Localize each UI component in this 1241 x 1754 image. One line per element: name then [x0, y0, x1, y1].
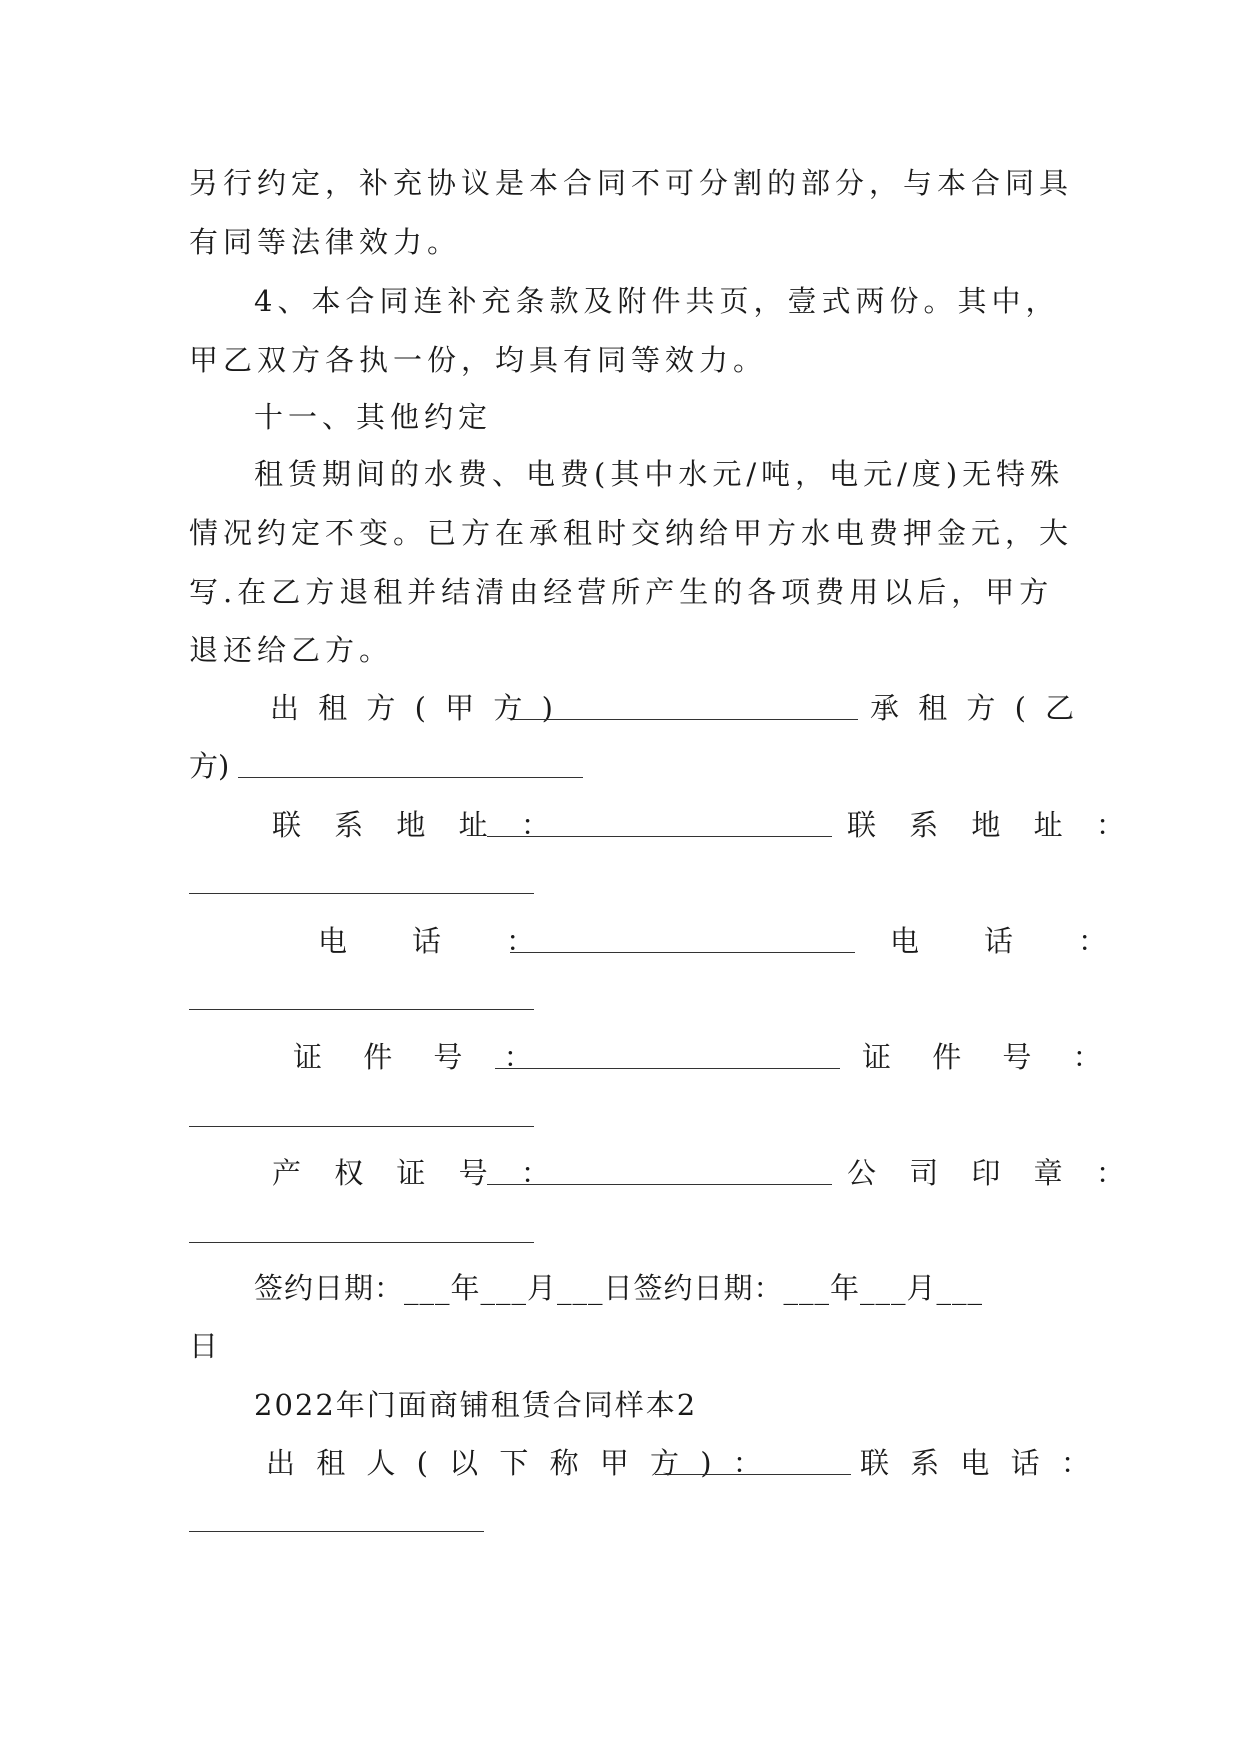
phone-blank-right	[189, 1009, 534, 1010]
lessor-label: 出 租 方 ( 甲 方 )	[270, 691, 558, 725]
paragraph-line: 有同等法律效力。	[189, 225, 462, 259]
lessee-label: 承 租 方 ( 乙	[870, 691, 1080, 725]
lessor-blank	[512, 719, 858, 720]
address-blank-right	[189, 893, 534, 894]
sign-date-line: 签约日期：___年___月___日签约日期：___年___月___	[254, 1271, 984, 1305]
lessor-line: 出 租 人 ( 以 下 称 甲 方 ) ：	[266, 1446, 768, 1480]
address-label-left: 联 系 地 址 ：	[272, 808, 562, 842]
address-label-right: 联 系 地 址 ：	[847, 808, 1137, 842]
paragraph-line: 写.在乙方退租并结清由经营所产生的各项费用以后，甲方	[189, 575, 1054, 609]
id-label-left: 证 件 号 ：	[293, 1040, 549, 1074]
lessee-label-end: 方)	[189, 749, 230, 783]
sign-date-line-end: 日	[189, 1329, 224, 1363]
phone-blank-left	[510, 952, 855, 953]
lessor-blank	[655, 1474, 851, 1475]
phone-blank	[189, 1531, 484, 1532]
address-blank-left	[487, 836, 832, 837]
lessee-blank	[238, 777, 583, 778]
section-title: 2022年门面商铺租赁合同样本2	[254, 1388, 698, 1422]
company-seal-label: 公 司 印 章 ：	[847, 1156, 1137, 1190]
section-heading: 十一、其他约定	[254, 400, 493, 434]
company-seal-blank	[189, 1242, 534, 1243]
id-label-right: 证 件 号 ：	[862, 1040, 1118, 1074]
paragraph-line: 4、本合同连补充条款及附件共页，壹式两份。其中，	[254, 284, 1060, 318]
phone-label-right: 电 话 ：	[890, 924, 1126, 958]
id-blank-right	[189, 1126, 534, 1127]
property-cert-blank	[487, 1184, 832, 1185]
property-cert-label: 产 权 证 号 ：	[272, 1156, 562, 1190]
id-blank-left	[495, 1068, 840, 1069]
paragraph-line: 另行约定，补充协议是本合同不可分割的部分，与本合同具	[189, 166, 1074, 200]
paragraph-line: 退还给乙方。	[189, 633, 394, 667]
phone-label: 联 系 电 话 ：	[860, 1446, 1096, 1480]
phone-label-left: 电 话 ：	[318, 924, 554, 958]
paragraph-line: 甲乙双方各执一份，均具有同等效力。	[189, 343, 768, 377]
paragraph-line: 情况约定不变。已方在承租时交纳给甲方水电费押金元，大	[189, 516, 1074, 550]
paragraph-line: 租赁期间的水费、电费(其中水元/吨，电元/度)无特殊	[254, 457, 1065, 491]
